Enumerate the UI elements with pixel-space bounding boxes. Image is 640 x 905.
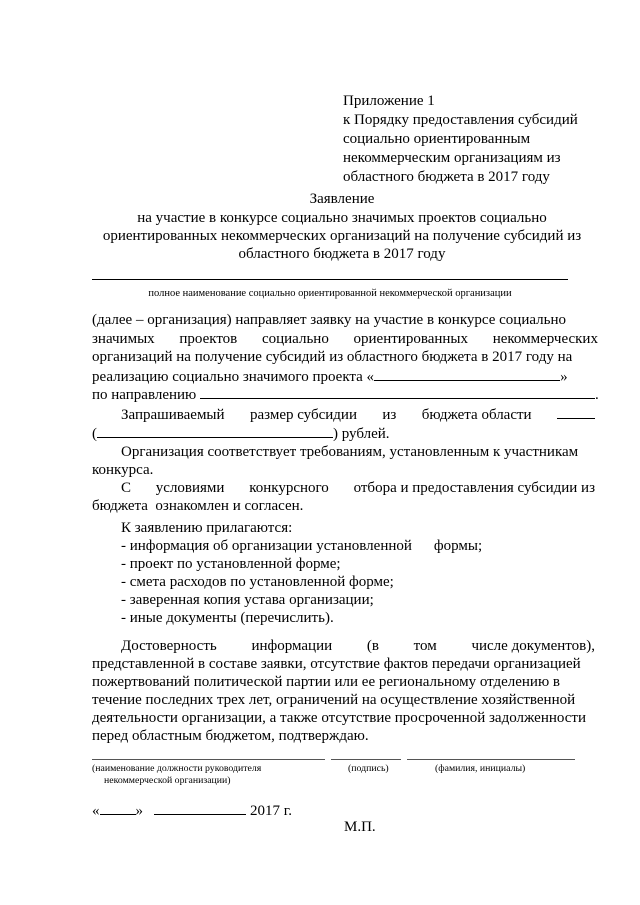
p5-word: Достоверность [121,638,217,654]
signature-line [331,759,401,760]
fullname-line [407,759,575,760]
direction-label: по направлению [92,387,197,403]
document-subtitle-1: на участие в конкурсе социально значимых проектов социально [137,210,547,226]
p5-line-5: деятельности организации, а также отсутствие просроченной задолженности [92,710,586,726]
p5-line-1 [121,637,595,655]
attachment-item-3: - смета расходов по установленной форме; [121,574,394,590]
attachment-item-5: - иные документы (перечислить). [121,610,334,626]
project-prefix: реализацию социально значимого проекта « [92,369,375,385]
org-name-line [92,279,568,280]
signature-caption: (подпись) [348,763,389,774]
p5-line-4: течение последних трех лет, ограничений на осуществление хозяйственной [92,692,576,708]
date-line [92,800,292,820]
amount-words-suffix: ) рублей. [333,426,390,442]
position-caption-1: (наименование должности руководителя [92,763,262,774]
p2-word: размер субсидии [249,407,357,423]
p5-line-6: перед областным бюджетом, подтверждаю. [92,728,369,744]
attachment-item-1 [121,537,482,555]
p3-line-1: Организация соответствует требованиям, установленным к участникам [121,444,579,460]
document-subtitle-2: ориентированных некоммерческих организаций на получение субсидий из [102,228,582,244]
attachment-item-1-text: - информация об организации установленной [121,538,412,554]
p5-line-2: представленной в составе заявки, отсутствие фактов передачи организацией [92,656,581,672]
amount-words-open: ( [92,426,97,442]
p5-word: (в [366,638,379,654]
appendix-line-5: областного бюджета в 2017 году [343,169,550,185]
p2-line-1 [121,404,595,424]
p5-word: информации [251,638,333,654]
p1-line-2 [92,330,598,348]
day-blank [100,800,136,815]
p4-word: условиями [155,480,225,496]
p1-word: некоммерческих [492,331,598,347]
project-suffix: » [560,369,568,385]
position-caption-2: некоммерческой организации) [104,775,231,786]
p5-word: том [413,638,437,654]
org-name-caption: полное наименование социально ориентированной некоммерческой организации [148,288,512,299]
p1-line-3: организаций на получение субсидий из областного бюджета в 2017 году на [92,349,573,365]
stamp-placeholder: М.П. [344,819,376,835]
p5-line-3: пожертвований политической партии или ее региональному отделению в [92,674,561,690]
appendix-line-2: к Порядку предоставления субсидий [343,112,578,128]
month-blank [154,800,246,815]
fullname-caption: (фамилия, инициалы) [435,763,526,774]
direction-blank [200,384,595,399]
document-subtitle-3: областного бюджета в 2017 году [238,246,446,262]
p1-word: ориентированных [353,331,469,347]
p3-line-2: конкурса. [92,462,154,478]
p1-word: значимых [92,331,155,347]
p4-line-1 [121,479,595,497]
appendix-line-3: социально ориентированным [343,131,531,147]
p1-word: социально [261,331,329,347]
p2-word: бюджета области [421,407,532,423]
appendix-line-4: некоммерческим организациям из [343,150,561,166]
project-name-blank [374,366,560,381]
p1-line-4 [92,366,568,386]
p1-line-5 [92,384,599,404]
p2-word: из [382,407,397,423]
date-close-quote: » [135,803,143,819]
attachment-item-4: - заверенная копия устава организации; [121,592,374,608]
date-year: 2017 г. [250,803,292,819]
attachment-item-1-suffix: формы; [433,538,483,554]
p4-word: С [121,480,132,496]
attachment-item-2: - проект по установленной форме; [121,556,341,572]
p5-word: числе документов), [471,638,595,654]
appendix-line-1: Приложение 1 [343,93,435,109]
p1-word: проектов [179,331,238,347]
amount-words-blank [97,423,333,438]
p1-line-1: (далее – организация) направляет заявку на участие в конкурсе социально [92,312,567,328]
p4-line-2: бюджета ознакомлен и согласен. [92,498,304,514]
attachments-title: К заявлению прилагаются: [121,520,293,536]
date-open-quote: « [92,803,100,819]
position-line [92,759,325,760]
amount-blank [557,404,595,419]
p4-word: конкурсного [249,480,329,496]
document-title: Заявление [309,191,375,207]
p2-word: Запрашиваемый [121,407,225,423]
direction-suffix: . [595,387,599,403]
p2-line-2 [92,423,390,443]
p4-word: отбора и предоставления субсидии из [353,480,595,496]
